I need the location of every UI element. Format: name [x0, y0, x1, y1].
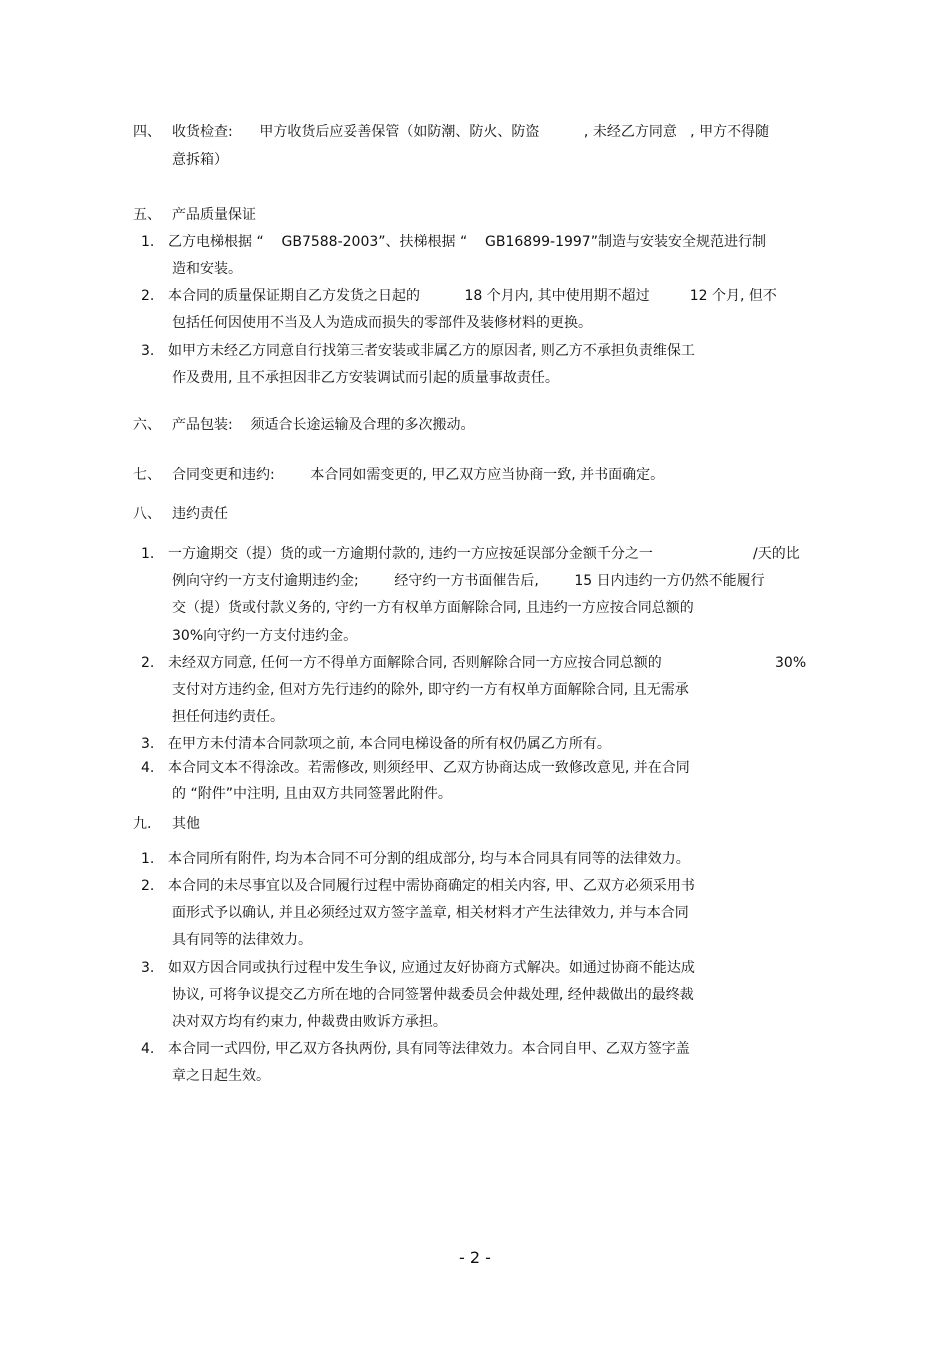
s9-item-2-line-2: 面形式予以确认, 并且必须经过双方签字盖章, 相关材料才产生法律效力, 并与本合同: [172, 905, 689, 921]
s9-item-4-number: 4.: [141, 1041, 155, 1057]
s9-item-3-line-3: 决对双方均有约束力, 仲裁费由败诉方承担。: [172, 1014, 447, 1030]
section-4-line-2: 意拆箱）: [172, 152, 228, 168]
s5-item-3-number: 3.: [141, 343, 155, 359]
s9-item-2-number: 2.: [141, 878, 155, 894]
section-9-heading: 其他: [172, 816, 200, 832]
s5-item-2-line-2: 包括任何因使用不当及人为造成而损失的零部件及装修材料的更换。: [172, 315, 592, 331]
section-6-number: 六、: [133, 417, 161, 433]
s8-item-1-line-3: 交（提）货或付款义务的, 守约一方有权单方面解除合同, 且违约一方应按合同总额的: [172, 600, 694, 616]
page-number: - 2 -: [459, 1248, 491, 1267]
s9-item-3-number: 3.: [141, 960, 155, 976]
section-4-number: 四、: [133, 124, 161, 140]
section-7-number: 七、: [133, 467, 161, 483]
s8-item-2-line-3: 担任何违约责任。: [172, 709, 284, 725]
section-6-text: 产品包装: 须适合长途运输及合理的多次搬动。: [172, 417, 475, 433]
s5-item-2-line-1: 本合同的质量保证期自乙方发货之日起的 18 个月内, 其中使用期不超过 12 个月, 但不: [168, 288, 777, 304]
s5-item-2-number: 2.: [141, 288, 155, 304]
section-5-number: 五、: [133, 207, 161, 223]
s5-item-3-line-2: 作及费用, 且不承担因非乙方安装调试而引起的质量事故责任。: [172, 370, 559, 386]
section-7-text: 合同变更和违约: 本合同如需变更的, 甲乙双方应当协商一致, 并书面确定。: [172, 467, 665, 483]
s5-item-1-line-1: 乙方电梯根据 “ GB7588-2003”、扶梯根据 “ GB16899-1997”制造与安装安全规范进行制: [168, 234, 766, 250]
s5-item-1-line-2: 造和安装。: [172, 261, 242, 277]
section-4-line-1: 收货检查: 甲方收货后应妥善保管（如防潮、防火、防盗 , 未经乙方同意 , 甲方不得随: [172, 124, 770, 140]
s8-item-2-line-2: 支付对方违约金, 但对方先行违约的除外, 即守约一方有权单方面解除合同, 且无需承: [172, 682, 689, 698]
s9-item-4-line-1: 本合同一式四份, 甲乙双方各执两份, 具有同等法律效力。本合同自甲、乙双方签字盖: [168, 1041, 690, 1057]
s8-item-1-line-2: 例向守约一方支付逾期违约金; 经守约一方书面催告后, 15 日内违约一方仍然不能履行: [172, 573, 765, 589]
s8-item-1-number: 1.: [141, 546, 155, 562]
s8-item-2-line-1: 未经双方同意, 任何一方不得单方面解除合同, 否则解除合同一方应按合同总额的: [168, 655, 662, 671]
s8-item-4-line-2: 的 “附件”中注明, 且由双方共同签署此附件。: [172, 786, 452, 802]
s9-item-3-line-2: 协议, 可将争议提交乙方所在地的合同签署仲裁委员会仲裁处理, 经仲裁做出的最终裁: [172, 987, 694, 1003]
s8-item-1-line-4: 30%向守约一方支付违约金。: [172, 628, 358, 644]
section-8-number: 八、: [133, 506, 161, 522]
s5-item-1-number: 1.: [141, 234, 155, 250]
s8-item-4-line-1: 本合同文本不得涂改。若需修改, 则须经甲、乙双方协商达成一致修改意见, 并在合同: [168, 760, 690, 776]
section-8-heading: 违约责任: [172, 506, 228, 522]
s9-item-2-line-3: 具有同等的法律效力。: [172, 932, 312, 948]
s9-item-1-line-1: 本合同所有附件, 均为本合同不可分割的组成部分, 均与本合同具有同等的法律效力。: [168, 851, 690, 867]
s9-item-2-line-1: 本合同的未尽事宜以及合同履行过程中需协商确定的相关内容, 甲、乙双方必须采用书: [168, 878, 695, 894]
s8-item-3-number: 3.: [141, 736, 155, 752]
s9-item-1-number: 1.: [141, 851, 155, 867]
s8-item-4-number: 4.: [141, 760, 155, 776]
s5-item-3-line-1: 如甲方未经乙方同意自行找第三者安装或非属乙方的原因者, 则乙方不承担负责维保工: [168, 343, 695, 359]
s9-item-4-line-2: 章之日起生效。: [172, 1068, 270, 1084]
s8-item-2-number: 2.: [141, 655, 155, 671]
s8-item-3-line-1: 在甲方未付清本合同款项之前, 本合同电梯设备的所有权仍属乙方所有。: [168, 736, 611, 752]
s9-item-3-line-1: 如双方因合同或执行过程中发生争议, 应通过友好协商方式解决。如通过协商不能达成: [168, 960, 695, 976]
s8-item-2-line-1-end: 30%: [775, 655, 807, 671]
s8-item-1-line-1: 一方逾期交（提）货的或一方逾期付款的, 违约一方应按延误部分金额千分之一: [168, 546, 653, 562]
section-5-heading: 产品质量保证: [172, 207, 256, 223]
section-9-number: 九.: [133, 816, 152, 832]
s8-item-1-line-1-end: /天的比: [753, 546, 800, 562]
